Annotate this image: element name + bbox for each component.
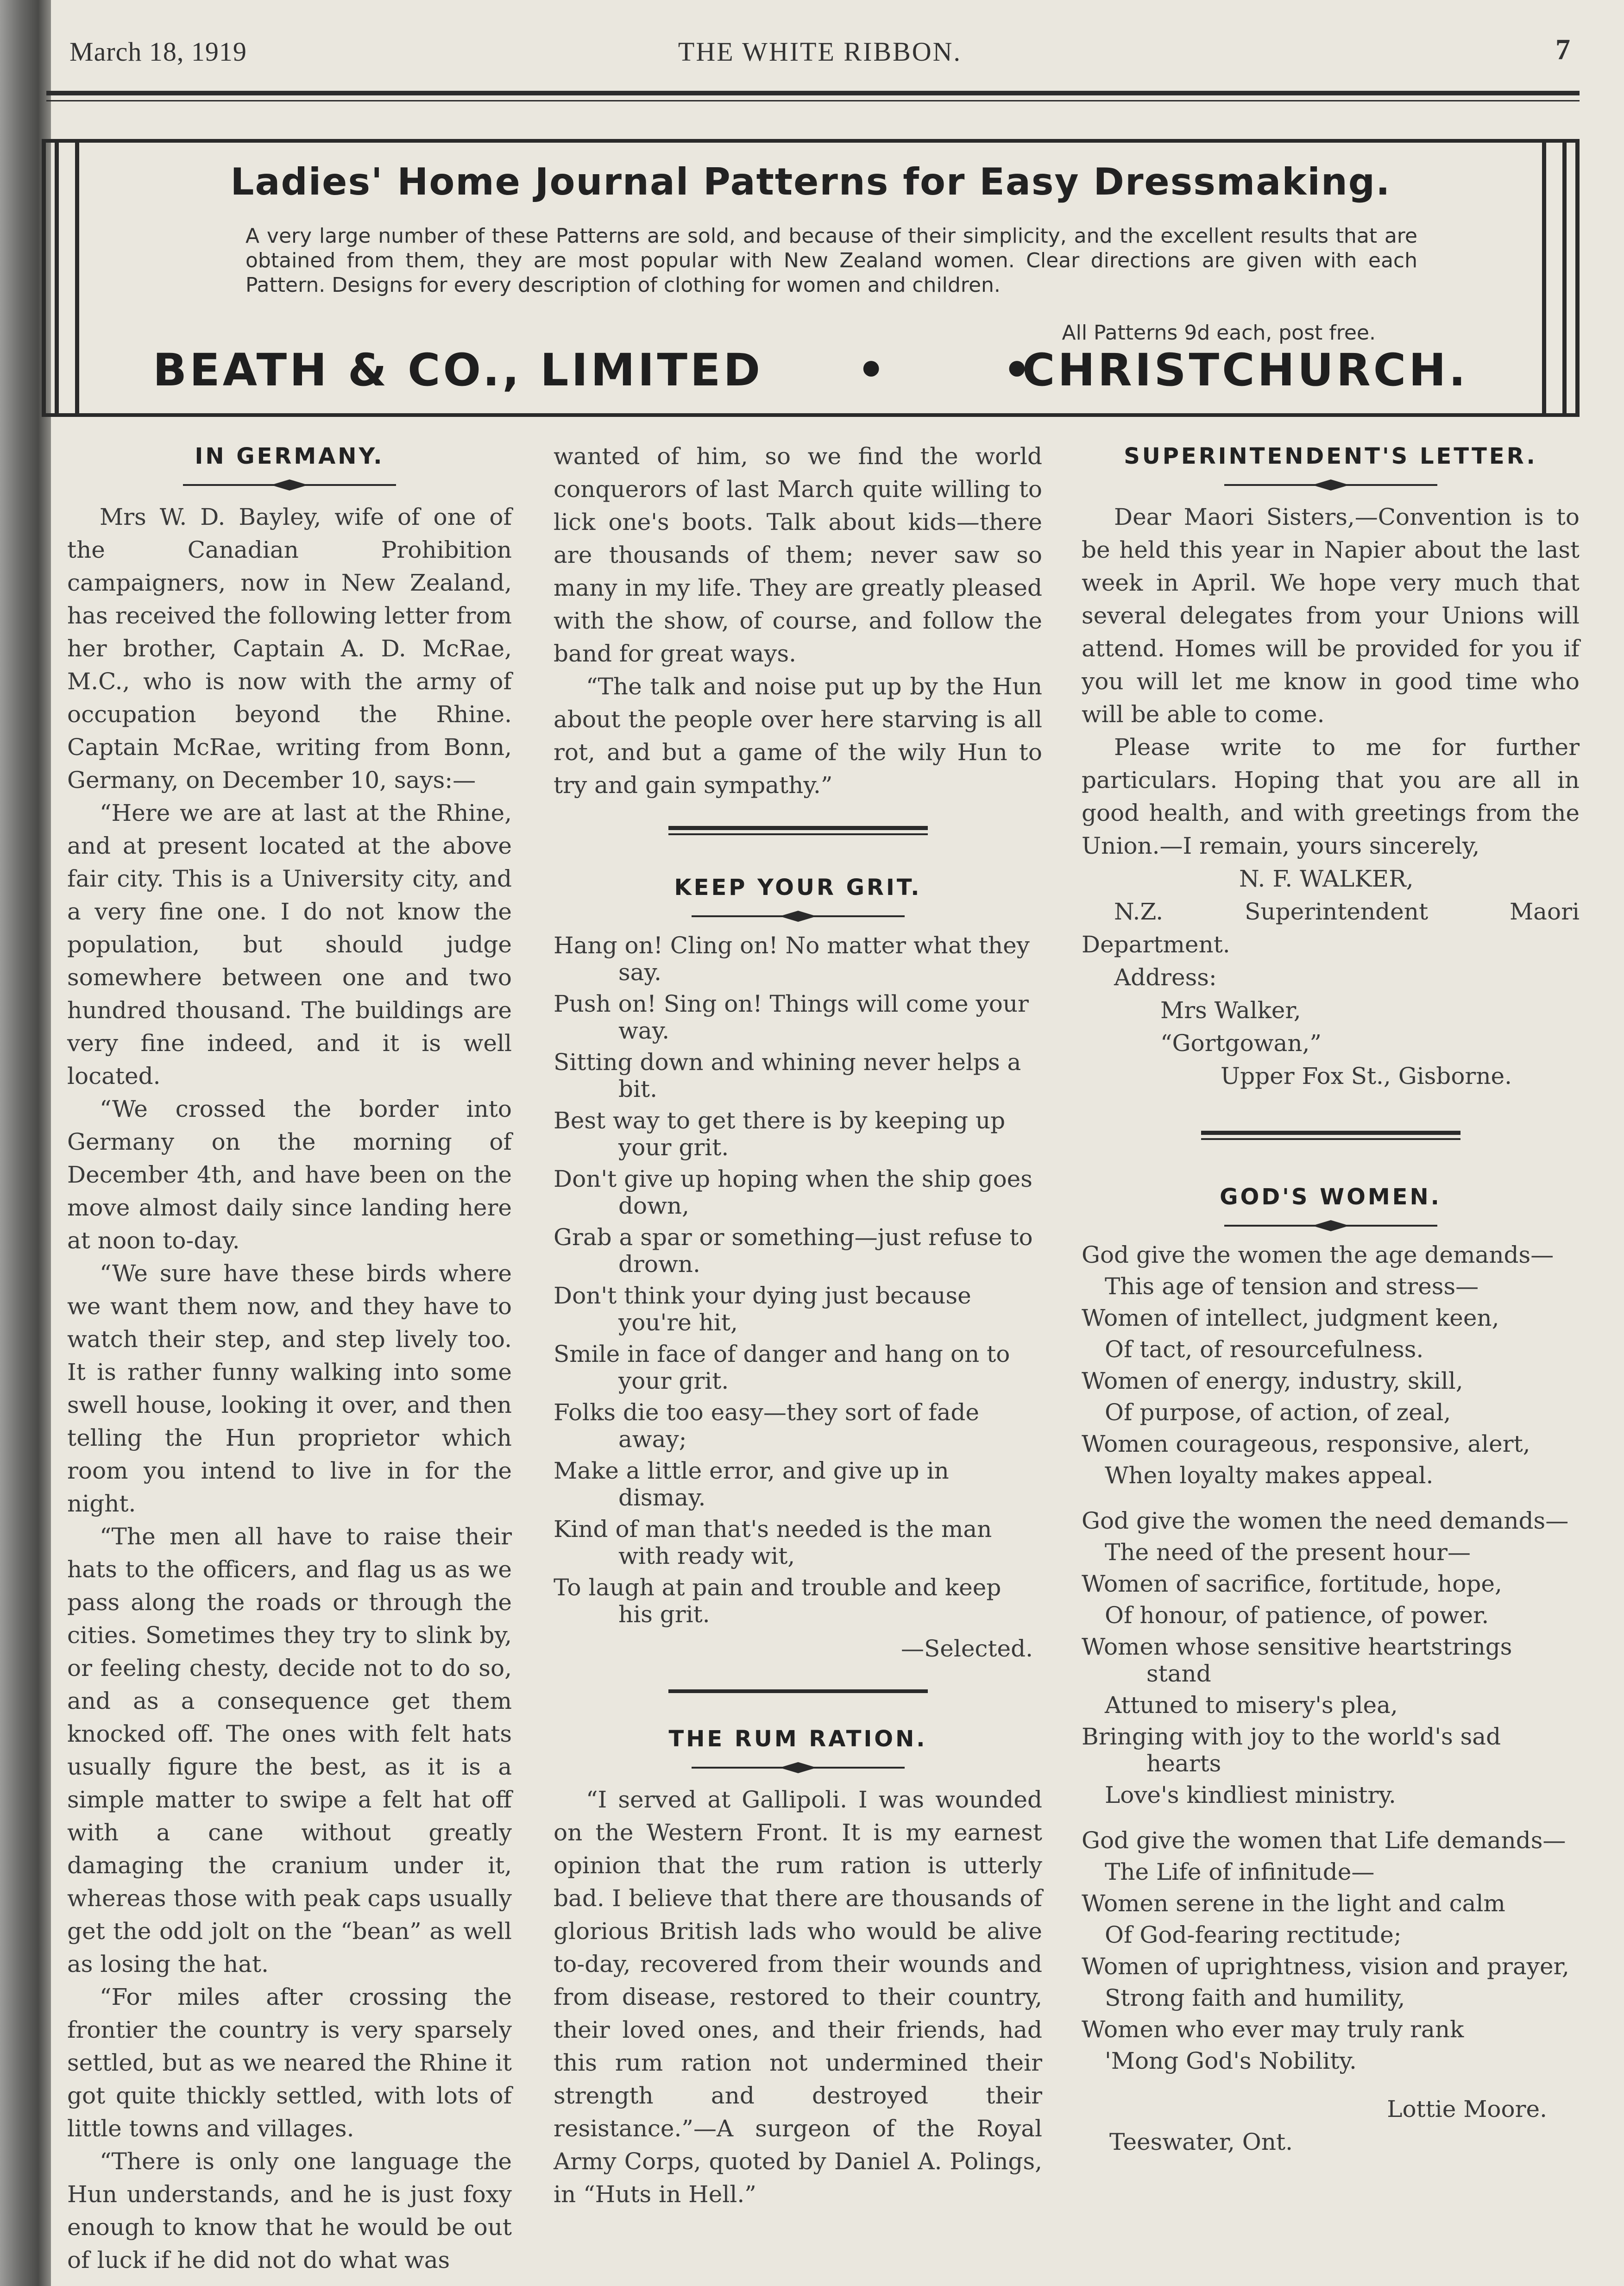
title-ornament xyxy=(1206,1216,1456,1235)
poem-line: God give the women that Life demands— xyxy=(1082,1827,1566,1854)
title-ornament xyxy=(673,907,923,926)
letter-signature: N. F. WALKER, xyxy=(1239,865,1414,892)
germany-paragraph: “For miles after crossing the frontier the country is very sparsely settled, but as we neared the Rhine it got quite thickly settled, with lots of little towns and villages. xyxy=(67,1984,512,2142)
poem-line: God give the women the age demands— xyxy=(1082,1241,1554,1268)
ad-border-left-outer xyxy=(42,143,46,413)
poem-line: Women courageous, responsive, alert, xyxy=(1082,1430,1530,1457)
ad-firm-line xyxy=(153,344,1468,400)
poem-line: Women whose sensitive heartstrings stand xyxy=(1082,1633,1512,1687)
poem-stanza xyxy=(1082,1507,1580,1808)
gods-women-poem xyxy=(1082,1241,1580,2074)
ad-heading: Ladies' Home Journal Patterns for Easy Dressmaking. xyxy=(230,160,1391,203)
ad-border-left-mid xyxy=(55,143,59,413)
poem-line: The need of the present hour— xyxy=(1105,1539,1471,1566)
section-divider xyxy=(668,825,928,839)
page-header xyxy=(69,32,1570,69)
section-title-grit: KEEP YOUR GRIT. xyxy=(674,875,922,901)
poem-line: Women who ever may truly rank xyxy=(1082,2016,1464,2043)
section-title-superintendent: SUPERINTENDENT'S LETTER. xyxy=(1124,443,1537,469)
germany-paragraph: “There is only one language the Hun understands, and he is just foxy enough to know that he would be out of luck if he did not do what was xyxy=(67,2148,512,2273)
firm-city: CHRISTCHURCH. xyxy=(1022,344,1468,396)
poem-line: Women of uprightness, vision and prayer, xyxy=(1082,1953,1569,1980)
germany-continued: wanted of him, so we find the world conquerors of last March quite willing to lick one's boots. Talk about kids—there are thousands of them; never saw so many in my life. They are greatly pleased with the show, of course, and follow the band for great ways. xyxy=(554,443,1042,667)
grit-poem xyxy=(554,932,1042,1628)
section-divider xyxy=(1201,1130,1460,1144)
publication-title: THE WHITE RIBBON. xyxy=(678,37,962,67)
section-title-rum: THE RUM RATION. xyxy=(668,1726,927,1752)
pattern-advertisement xyxy=(42,139,1580,417)
germany-paragraph: “We crossed the border into Germany on the morning of December 4th, and have been on the move almost daily since landing here at noon to-day. xyxy=(67,1096,512,1254)
address-label: Address: xyxy=(1114,964,1217,991)
poem-line: Women of intellect, judgment keen, xyxy=(1082,1304,1499,1331)
poem-line: Sitting down and whining never helps a bit. xyxy=(554,1049,1021,1102)
grit-credit: —Selected. xyxy=(900,1635,1033,1662)
poem-line: Love's kindliest ministry. xyxy=(1105,1782,1396,1808)
ad-border-right-mid xyxy=(1562,143,1567,413)
poem-line: To laugh at pain and trouble and keep his grit. xyxy=(554,1574,1001,1628)
poem-line: Of tact, of resourcefulness. xyxy=(1105,1336,1424,1363)
ad-price: All Patterns 9d each, post free. xyxy=(1062,321,1376,345)
ad-border-right-inner xyxy=(1542,143,1546,413)
letter-paragraph: Dear Maori Sisters,—Convention is to be held this year in Napier about the last week in April. We hope very much that several delegates from your Unions will attend. Homes will be provided for you if you will let me know in good time who will be able to come. xyxy=(1082,504,1580,728)
poem-line: Women of sacrifice, fortitude, hope, xyxy=(1082,1570,1502,1597)
section-divider xyxy=(668,1688,928,1695)
poem-line: Kind of man that's needed is the man with ready wit, xyxy=(554,1516,992,1569)
poem-line: Folks die too easy—they sort of fade away; xyxy=(554,1399,979,1453)
poem-line: The Life of infinitude— xyxy=(1105,1858,1375,1885)
poem-line: Smile in face of danger and hang on to your grit. xyxy=(554,1341,1010,1394)
germany-paragraph: “Here we are at last at the Rhine, and at present located at the above fair city. This is a University city, and a very fine one. I do not know the population, but should judge somewhere between one and two hundred thousand. The buildings are very fine indeed, and it is well located. xyxy=(67,800,512,1089)
rum-paragraph: “I served at Gallipoli. I was wounded on the Western Front. It is my earnest opinion that the rum ration is utterly bad. I believe that there are thousands of glorious British lads who would be alive to-day, recovered from their wounds and from disease, restored to their country, their loved ones, and their friends, had this rum ration not undermined their strength and destroyed their resistance.”—A surgeon of the Royal Army Corps, quoted by Daniel A. Polings, in “Huts in Hell.” xyxy=(554,1786,1042,2208)
poem-line: When loyalty makes appeal. xyxy=(1105,1462,1434,1489)
title-ornament xyxy=(164,476,415,494)
germany-paragraph: “The men all have to raise their hats to the officers, and flag us as we pass along the roads or through the cities. Sometimes they try to slink by, or feeling chesty, decide not to do so, and as a consequence get them knocked off. The ones with felt hats usually figure the best, as it is a simple matter to swipe a felt hat off with a cane without greatly damaging the cranium under it, whereas those with peak caps usually get the odd jolt on the “bean” as well as losing the hat. xyxy=(67,1523,512,1977)
address-line: Upper Fox St., Gisborne. xyxy=(1221,1063,1512,1089)
poem-author: Lottie Moore. xyxy=(1387,2096,1547,2122)
poem-line: Best way to get there is by keeping up your grit. xyxy=(554,1107,1006,1161)
poem-line: Grab a spar or something—just refuse to drown. xyxy=(554,1224,1033,1278)
column-1 xyxy=(67,440,512,2277)
firm-name: BEATH & CO., LIMITED xyxy=(153,344,763,396)
page-number: 7 xyxy=(1555,33,1570,66)
poem-line: Don't give up hoping when the ship goes down, xyxy=(554,1165,1032,1219)
germany-continued: “The talk and noise put up by the Hun about the people over here starving is all rot, and but a game of the wily Hun to try and gain sympathy.” xyxy=(554,673,1042,799)
poem-line: Of God-fearing rectitude; xyxy=(1105,1921,1402,1948)
poem-line: Bringing with joy to the world's sad hearts xyxy=(1082,1723,1501,1777)
germany-paragraph: “We sure have these birds where we want them now, and they have to watch their step, and step lively too. It is rather funny walking into some swell house, looking it over, and then telling the Hun proprietor which room you intend to live in for the night. xyxy=(67,1260,512,1517)
poem-place: Teeswater, Ont. xyxy=(1109,2129,1293,2155)
ad-border-left-inner xyxy=(75,143,79,413)
germany-paragraph: Mrs W. D. Bayley, wife of one of the Canadian Prohibition campaigners, now in New Zealand, has received the following letter from her brother, Captain A. D. McRae, M.C., who is now with the army of occupation beyond the Rhine. Captain McRae, writing from Bonn, Germany, on December 10, says:— xyxy=(67,504,512,793)
section-title-germany: IN GERMANY. xyxy=(195,443,384,469)
poem-stanza xyxy=(1082,1241,1580,1489)
letter-paragraph: Please write to me for further particulars. Hoping that you are all in good health, and with greetings from the Union.—I remain, yours sincerely, xyxy=(1082,734,1580,859)
firm-bullets: • • xyxy=(857,344,1083,396)
header-rule xyxy=(46,91,1580,95)
address-line: Mrs Walker, xyxy=(1160,997,1301,1024)
title-ornament xyxy=(673,1758,923,1777)
column-2 xyxy=(554,440,1042,2211)
poem-line: Of purpose, of action, of zeal, xyxy=(1105,1399,1451,1426)
poem-line: This age of tension and stress— xyxy=(1105,1273,1479,1300)
poem-line: Push on! Sing on! Things will come your way. xyxy=(554,990,1029,1044)
title-ornament xyxy=(1206,476,1456,494)
column-3 xyxy=(1082,440,1580,2159)
poem-line: Make a little error, and give up in dismay. xyxy=(554,1457,949,1511)
section-title-gods-women: GOD'S WOMEN. xyxy=(1220,1184,1441,1210)
poem-line: God give the women the need demands— xyxy=(1082,1507,1569,1534)
ad-border-right-outer xyxy=(1575,143,1580,413)
poem-line: Attuned to misery's plea, xyxy=(1105,1692,1398,1719)
poem-line: Of honour, of patience, of power. xyxy=(1105,1602,1489,1629)
poem-line: 'Mong God's Nobility. xyxy=(1105,2047,1357,2074)
poem-line: Women of energy, industry, skill, xyxy=(1082,1367,1463,1394)
poem-line: Hang on! Cling on! No matter what they say. xyxy=(554,932,1030,986)
ad-body: A very large number of these Patterns are sold, and because of their simplicity, and the excellent results that are obtained from them, they are most popular with New Zealand women. Clear directions are given with each Pattern. Designs for every description of clothing for women and children. xyxy=(245,224,1417,297)
header-rule-thin xyxy=(46,100,1580,101)
address-line: “Gortgowan,” xyxy=(1160,1030,1322,1057)
poem-line: Strong faith and humility, xyxy=(1105,1984,1405,2011)
poem-line: Women serene in the light and calm xyxy=(1082,1890,1505,1917)
poem-stanza xyxy=(1082,1827,1580,2074)
letter-position: N.Z. Superintendent Maori Department. xyxy=(1082,898,1580,958)
poem-line: Don't think your dying just because you're hit, xyxy=(554,1282,971,1336)
issue-date: March 18, 1919 xyxy=(69,37,247,67)
